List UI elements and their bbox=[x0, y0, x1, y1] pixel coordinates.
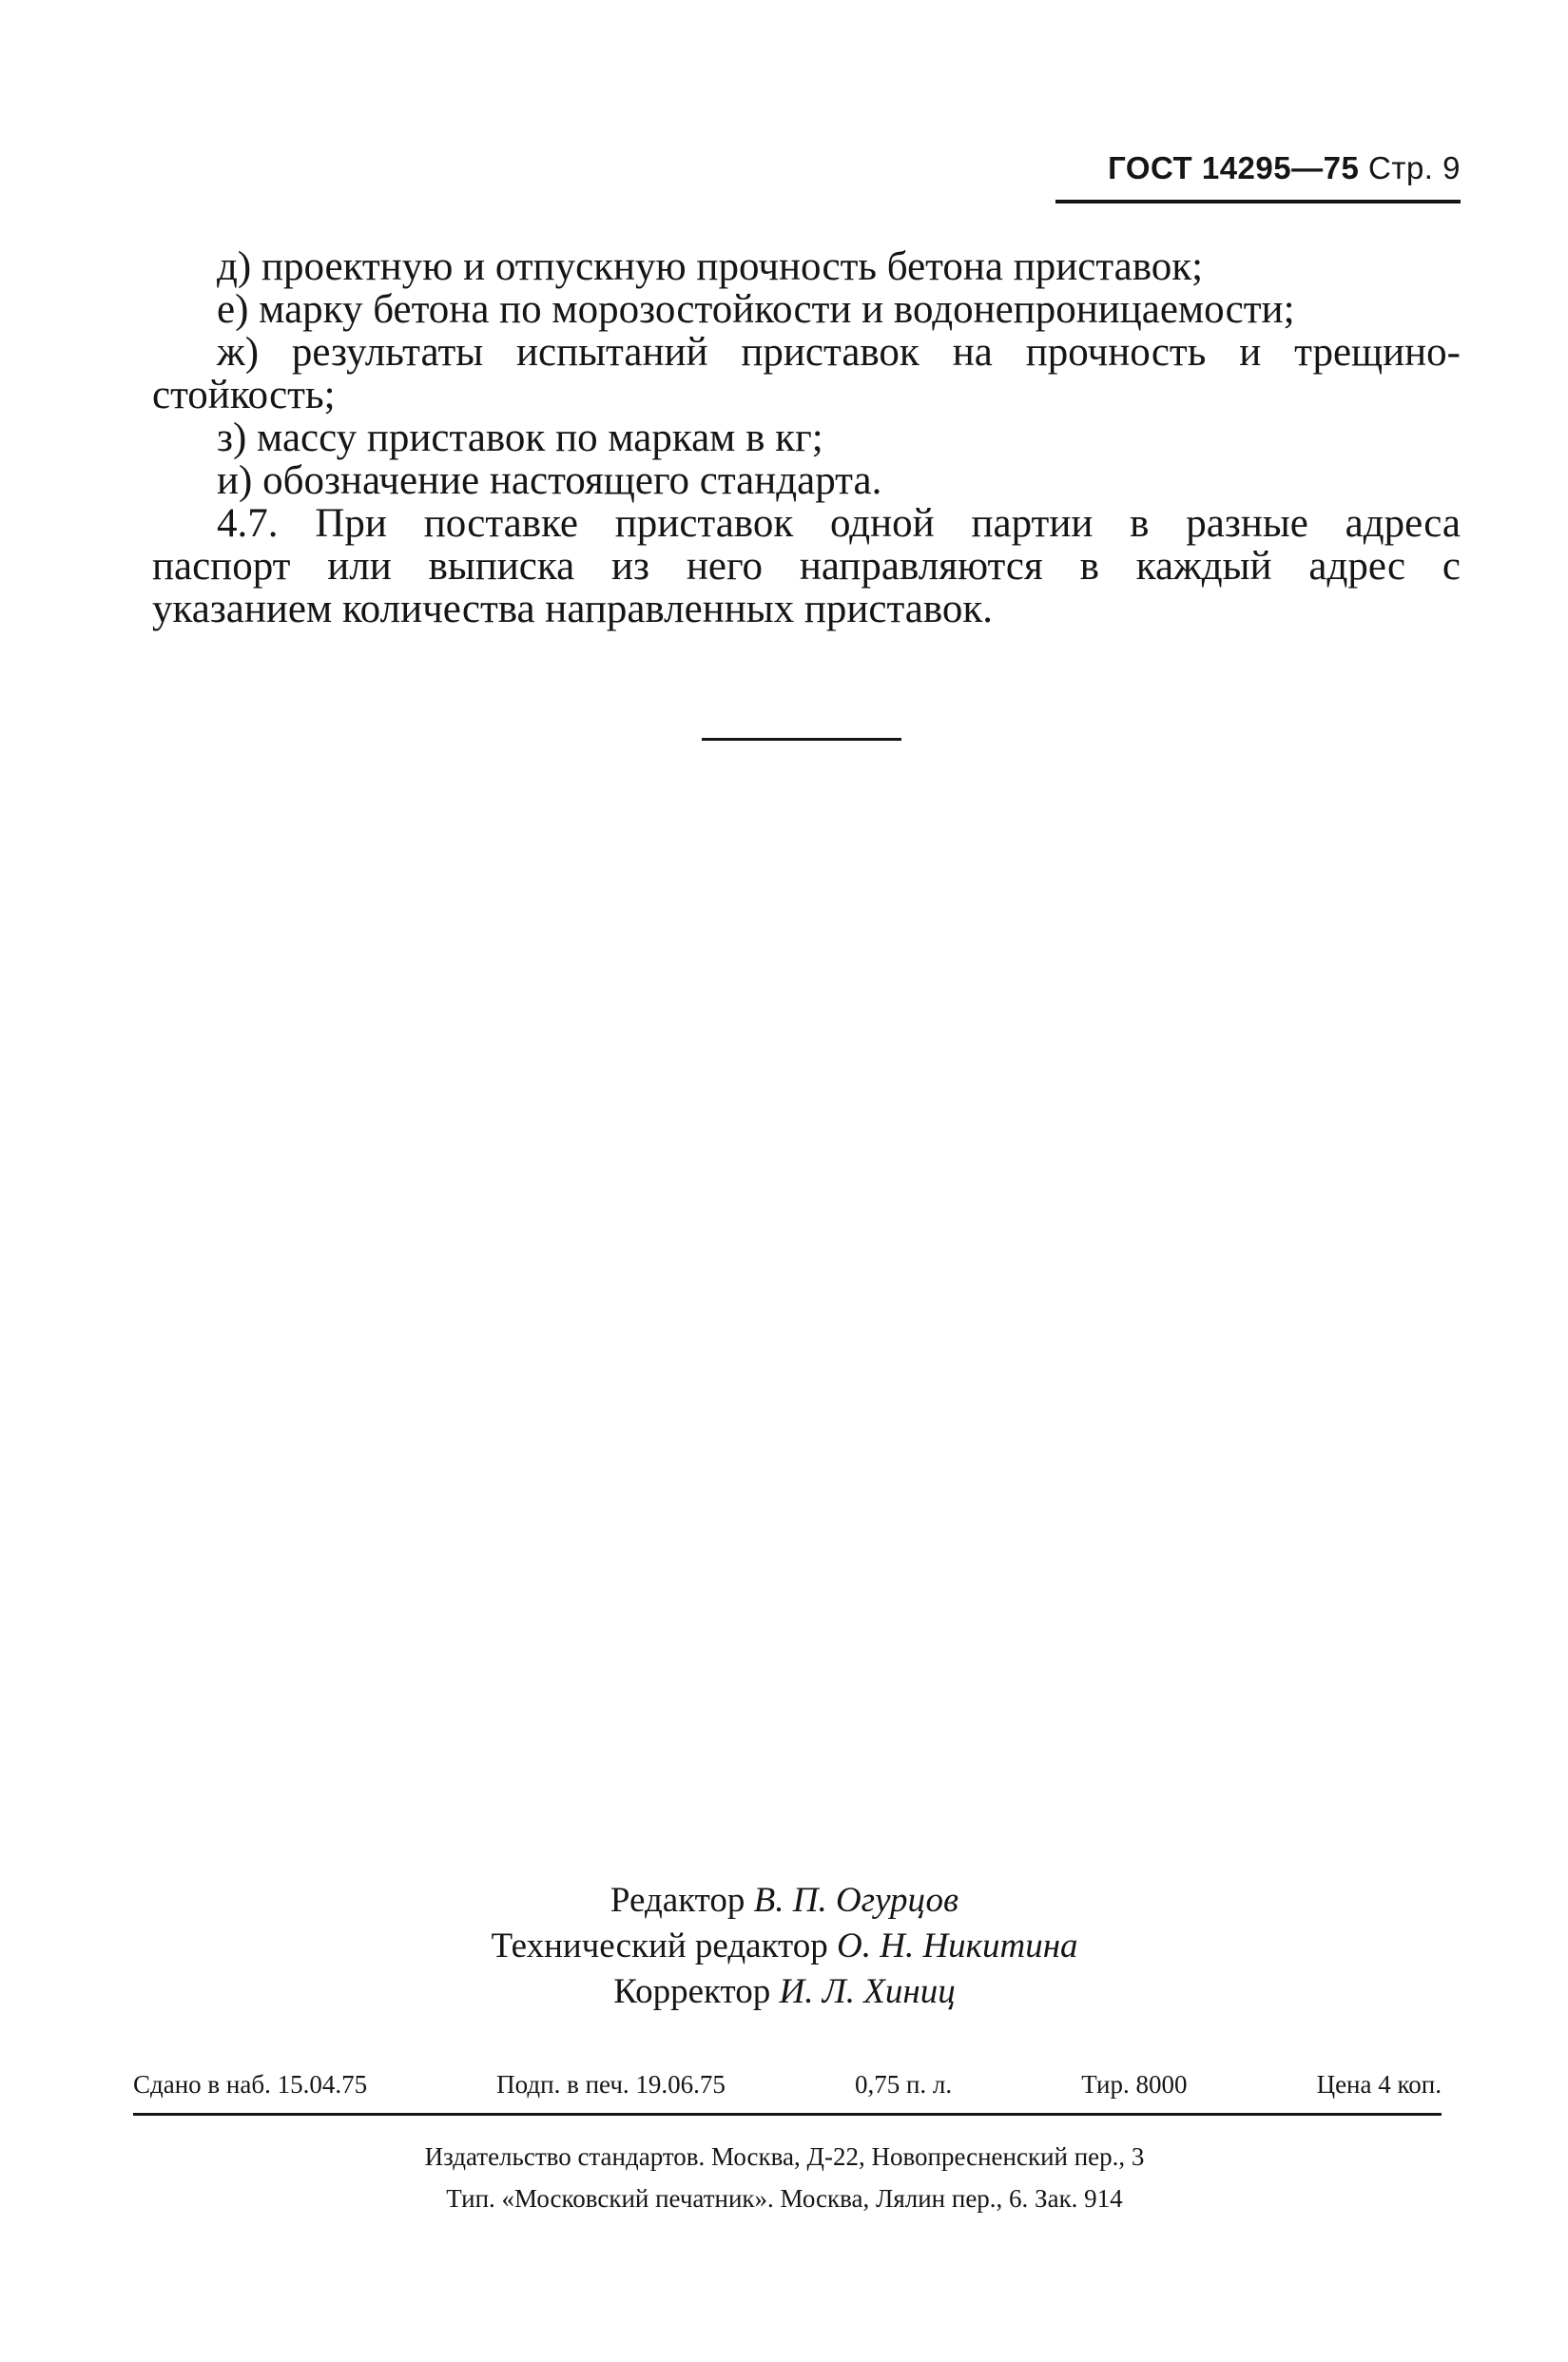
imprint-sheets: 0,75 п. л. bbox=[854, 2070, 953, 2099]
imprint-print-run: Тир. 8000 bbox=[1081, 2070, 1188, 2099]
list-item-e: е) марку бетона по морозостойкости и водонепроницаемости; bbox=[217, 287, 1295, 332]
section-separator bbox=[702, 738, 901, 741]
paragraph-4-7-line-3: указанием количества направленных приставок. bbox=[152, 587, 994, 631]
credits bbox=[285, 1878, 1284, 2015]
credit-corrector bbox=[285, 1969, 1284, 2015]
credit-tech-editor-role: Технический редактор bbox=[491, 1926, 828, 1965]
credit-corrector-role: Корректор bbox=[613, 1972, 771, 2011]
list-item-zh: ж) результаты испытаний приставок на прочность и трещино- bbox=[217, 330, 1461, 375]
publisher-info bbox=[285, 2136, 1284, 2219]
list-item-d: д) проектную и отпускную прочность бетона приставок; bbox=[217, 244, 1204, 289]
imprint-price: Цена 4 коп. bbox=[1316, 2070, 1442, 2099]
imprint-rule bbox=[133, 2113, 1442, 2116]
running-header bbox=[1046, 150, 1461, 186]
header-rule bbox=[1055, 200, 1461, 203]
body-text bbox=[152, 245, 1461, 630]
paragraph-4-7-line-1: 4.7. При поставке приставок одной партии в разные адреса bbox=[217, 501, 1461, 546]
credit-tech-editor-name: О. Н. Никитина bbox=[837, 1926, 1078, 1965]
list-item-zh-continued: стойкость; bbox=[152, 373, 336, 417]
list-item-z: з) массу приставок по маркам в кг; bbox=[217, 416, 823, 460]
credit-editor bbox=[285, 1878, 1284, 1924]
publisher-line-1: Издательство стандартов. Москва, Д-22, Новопресненский пер., 3 bbox=[424, 2142, 1145, 2171]
publisher-line-2: Тип. «Московский печатник». Москва, Лялин пер., 6. Зак. 914 bbox=[446, 2184, 1123, 2213]
imprint-line bbox=[133, 2070, 1442, 2100]
credit-tech-editor bbox=[285, 1924, 1284, 1969]
credit-editor-role: Редактор bbox=[610, 1881, 745, 1920]
credit-corrector-name: И. Л. Хиниц bbox=[779, 1972, 956, 2011]
page-number: Стр. 9 bbox=[1368, 150, 1461, 185]
list-item-i: и) обозначение настоящего стандарта. bbox=[217, 458, 882, 503]
paragraph-4-7-line-2: паспорт или выписка из него направляются в каждый адрес с bbox=[152, 544, 1461, 589]
imprint-submitted: Сдано в наб. 15.04.75 bbox=[133, 2070, 368, 2099]
imprint-signed: Подп. в печ. 19.06.75 bbox=[496, 2070, 726, 2099]
standard-number: ГОСТ 14295—75 bbox=[1108, 150, 1360, 185]
credit-editor-name: В. П. Огурцов bbox=[753, 1881, 959, 1920]
